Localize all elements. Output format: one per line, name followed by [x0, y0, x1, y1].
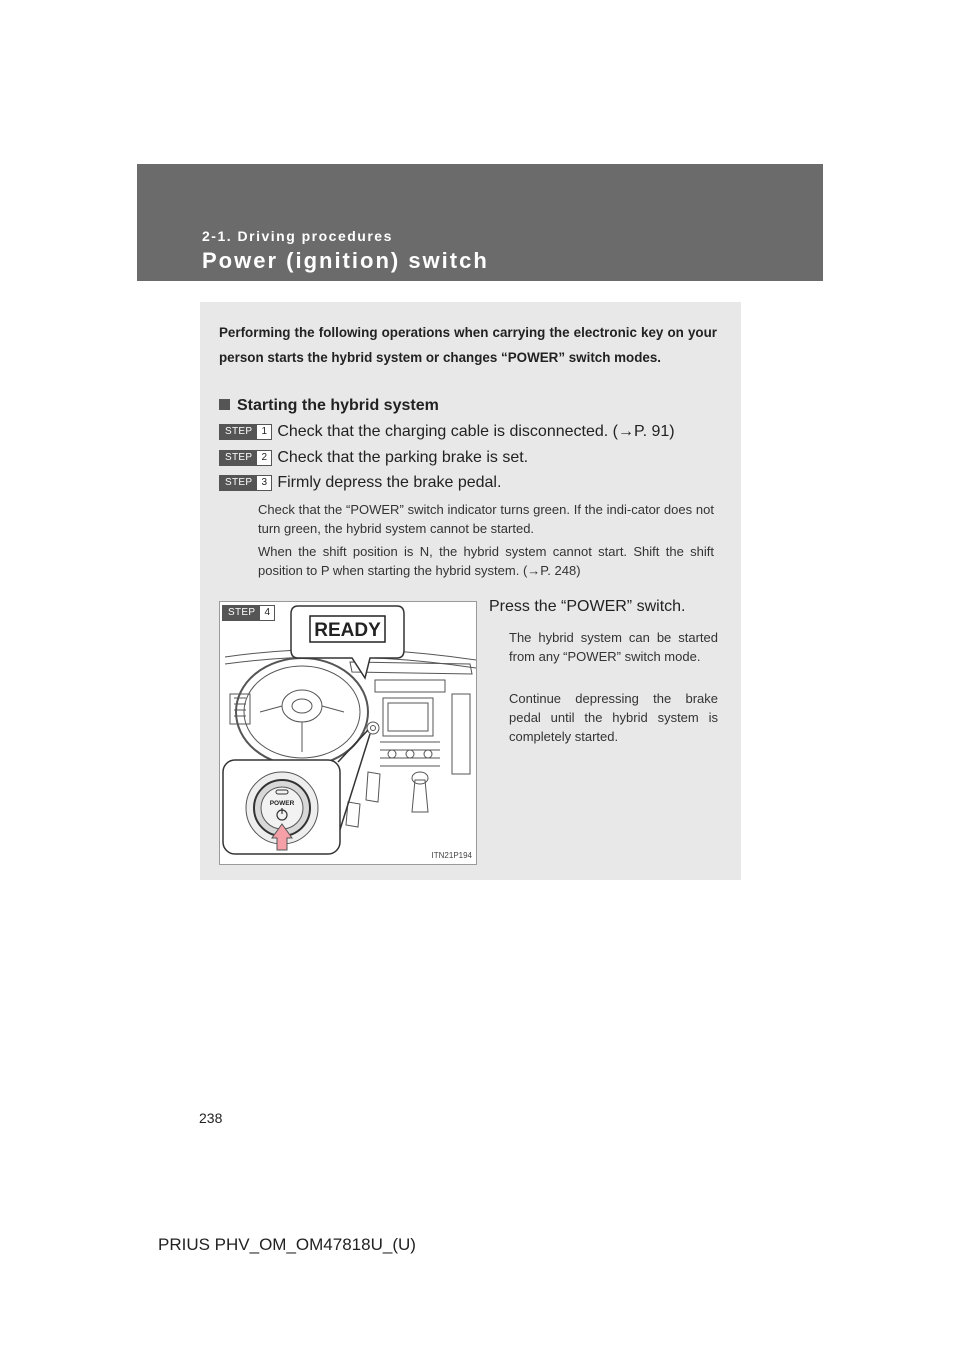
- square-bullet-icon: [219, 399, 230, 410]
- footer-model: PRIUS PHV_OM_OM47818U_(U): [158, 1235, 416, 1254]
- power-button-label: POWER: [269, 800, 295, 807]
- step-text: Check that the charging cable is disconnected. (→P. 91): [277, 423, 675, 440]
- step-badge: STEP 2: [219, 450, 272, 466]
- chapter-header: [137, 164, 823, 281]
- step-3: [219, 474, 501, 492]
- subheading-text: Starting the hybrid system: [237, 397, 439, 414]
- step-badge: STEP 4: [222, 605, 275, 621]
- step-4-note-1: The hybrid system can be started from any “POWER” switch mode.: [509, 630, 718, 664]
- step-1: [219, 423, 675, 441]
- step-badge: STEP 1: [219, 424, 272, 440]
- note-shift-position: When the shift position is N, the hybrid system cannot start. Shift the shift position to P when starting the hybrid system. (→P. 248): [258, 544, 714, 578]
- page-number: 238: [199, 1110, 223, 1126]
- page-title: Power (ignition) switch: [202, 248, 489, 273]
- intro-paragraph: Performing the following operations when carrying the electronic key on your person starts the hybrid system or changes “POWER” switch modes.: [219, 325, 717, 365]
- step-badge: STEP 3: [219, 475, 272, 491]
- section-label: 2-1. Driving procedures: [202, 228, 393, 244]
- step-2: [219, 449, 528, 467]
- note-indicator: Check that the “POWER” switch indicator turns green. If the indi-cator does not turn green, the hybrid system cannot be started.: [258, 502, 714, 536]
- subheading: [219, 397, 439, 415]
- step-4-text: Press the “POWER” switch.: [489, 598, 686, 615]
- step-text: Check that the parking brake is set.: [277, 449, 529, 466]
- content-panel: [200, 302, 741, 880]
- step-text: Firmly depress the brake pedal.: [277, 474, 502, 491]
- figure-id: ITN21P194: [431, 851, 472, 860]
- power-switch-figure: [219, 601, 477, 865]
- dashboard-illustration: [220, 602, 476, 864]
- step-4-note-2: Continue depressing the brake pedal until the hybrid system is completely started.: [509, 691, 718, 744]
- ready-indicator-label: READY: [314, 620, 381, 641]
